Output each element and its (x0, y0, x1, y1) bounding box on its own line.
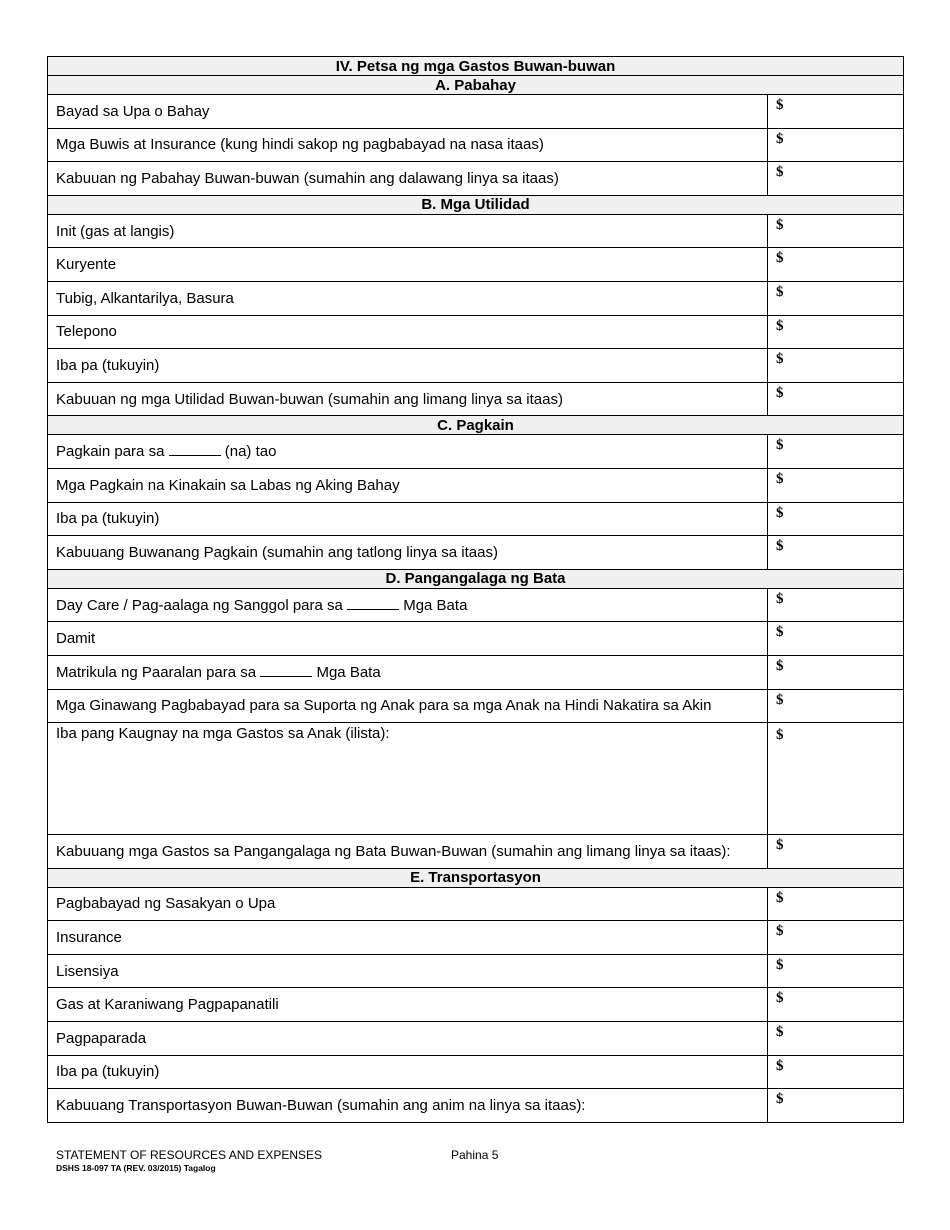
table-row (48, 887, 904, 921)
amount-field[interactable]: $ (768, 835, 904, 869)
table-row (48, 921, 904, 955)
table-row (48, 622, 904, 656)
monthly-expenses-table (47, 56, 904, 1123)
row-label: Mga Buwis at Insurance (kung hindi sakop ng pagbabayad na nasa itaas) (48, 128, 768, 162)
amount-field[interactable]: $ (768, 954, 904, 988)
row-label: Kabuuang Transportasyon Buwan-Buwan (sumahin ang anim na linya sa itaas): (48, 1089, 768, 1123)
amount-field[interactable]: $ (768, 95, 904, 129)
amount-field[interactable]: $ (768, 214, 904, 248)
table-row (48, 128, 904, 162)
footer-form-title: STATEMENT OF RESOURCES AND EXPENSES (56, 1148, 323, 1162)
amount-field[interactable]: $ (768, 1089, 904, 1123)
table-row (48, 723, 904, 835)
row-label: Mga Pagkain na Kinakain sa Labas ng Aking Bahay (48, 468, 768, 502)
amount-field[interactable]: $ (768, 1055, 904, 1089)
amount-field[interactable]: $ (768, 921, 904, 955)
amount-field[interactable]: $ (768, 382, 904, 416)
row-label: Kabuuang mga Gastos sa Pangangalaga ng Bata Buwan-Buwan (sumahin ang limang linya sa itaas): (48, 835, 768, 869)
section-header-utilities: B. Mga Utilidad (48, 195, 904, 214)
section-header-housing: A. Pabahay (48, 76, 904, 95)
food-label-suffix: (na) tao (224, 443, 277, 461)
row-label: Damit (48, 622, 768, 656)
row-label: Telepono (48, 315, 768, 349)
table-row (48, 315, 904, 349)
row-label: Tubig, Alkantarilya, Basura (48, 281, 768, 315)
amount-field[interactable]: $ (768, 128, 904, 162)
amount-field[interactable]: $ (768, 349, 904, 383)
table-row (48, 162, 904, 196)
table-row (48, 655, 904, 689)
amount-field[interactable]: $ (768, 988, 904, 1022)
tuition-label-prefix: Matrikula ng Paaralan para sa (56, 663, 257, 681)
amount-field[interactable]: $ (768, 502, 904, 536)
section-header-transportation: E. Transportasyon (48, 868, 904, 887)
amount-field[interactable]: $ (768, 622, 904, 656)
row-label: Iba pa (tukuyin) (48, 349, 768, 383)
row-label: Kuryente (48, 248, 768, 282)
amount-field[interactable]: $ (768, 315, 904, 349)
amount-field[interactable]: $ (768, 536, 904, 570)
table-row (48, 248, 904, 282)
table-row (48, 954, 904, 988)
row-label: Iba pa (tukuyin) (48, 1055, 768, 1089)
table-row (48, 281, 904, 315)
table-row (48, 468, 904, 502)
row-label: Kabuuan ng Pabahay Buwan-buwan (sumahin ang dalawang linya sa itaas) (48, 162, 768, 196)
row-label (48, 655, 768, 689)
table-row (48, 1089, 904, 1123)
form-code: DSHS 18-097 TA (REV. 03/2015) Tagalog (56, 1163, 216, 1173)
daycare-label-suffix: Mga Bata (403, 596, 468, 614)
table-row (48, 382, 904, 416)
amount-field[interactable]: $ (768, 723, 904, 835)
table-row (48, 835, 904, 869)
amount-field[interactable]: $ (768, 689, 904, 723)
section-header-childcare: D. Pangangalaga ng Bata (48, 569, 904, 588)
row-label: Lisensiya (48, 954, 768, 988)
row-label: Bayad sa Upa o Bahay (48, 95, 768, 129)
row-label: Kabuuan ng mga Utilidad Buwan-buwan (sumahin ang limang linya sa itaas) (48, 382, 768, 416)
row-label: Gas at Karaniwang Pagpapanatili (48, 988, 768, 1022)
people-count-blank[interactable] (169, 444, 221, 456)
amount-field[interactable]: $ (768, 281, 904, 315)
children-count-blank[interactable] (260, 665, 312, 677)
amount-field[interactable]: $ (768, 248, 904, 282)
row-label: Iba pa (tukuyin) (48, 502, 768, 536)
row-label: Kabuuang Buwanang Pagkain (sumahin ang tatlong linya sa itaas) (48, 536, 768, 570)
row-label: Insurance (48, 921, 768, 955)
table-row (48, 536, 904, 570)
row-label: Pagbabayad ng Sasakyan o Upa (48, 887, 768, 921)
table-row (48, 689, 904, 723)
amount-field[interactable]: $ (768, 588, 904, 622)
row-label: Mga Ginawang Pagbabayad para sa Suporta ng Anak para sa mga Anak na Hindi Nakatira sa Akin (48, 689, 768, 723)
table-row (48, 588, 904, 622)
row-label (48, 588, 768, 622)
amount-field[interactable]: $ (768, 468, 904, 502)
amount-field[interactable]: $ (768, 655, 904, 689)
food-label-prefix: Pagkain para sa (56, 443, 165, 461)
amount-field[interactable]: $ (768, 162, 904, 196)
table-row (48, 435, 904, 469)
page-number: Pahina 5 (451, 1148, 499, 1162)
section-header-food: C. Pagkain (48, 416, 904, 435)
tuition-label-suffix: Mga Bata (316, 663, 381, 681)
amount-field[interactable]: $ (768, 435, 904, 469)
row-label: Init (gas at langis) (48, 214, 768, 248)
form-title: IV. Petsa ng mga Gastos Buwan-buwan (48, 57, 904, 76)
row-label: Iba pang Kaugnay na mga Gastos sa Anak (ilista): (48, 723, 768, 835)
table-row (48, 95, 904, 129)
children-count-blank[interactable] (347, 598, 399, 610)
amount-field[interactable]: $ (768, 887, 904, 921)
amount-field[interactable]: $ (768, 1022, 904, 1056)
table-row (48, 349, 904, 383)
table-row (48, 988, 904, 1022)
row-label: Pagpaparada (48, 1022, 768, 1056)
daycare-label-prefix: Day Care / Pag-aalaga ng Sanggol para sa (56, 596, 343, 614)
table-row (48, 502, 904, 536)
row-label (48, 435, 768, 469)
table-row (48, 1022, 904, 1056)
table-row (48, 1055, 904, 1089)
table-row (48, 214, 904, 248)
